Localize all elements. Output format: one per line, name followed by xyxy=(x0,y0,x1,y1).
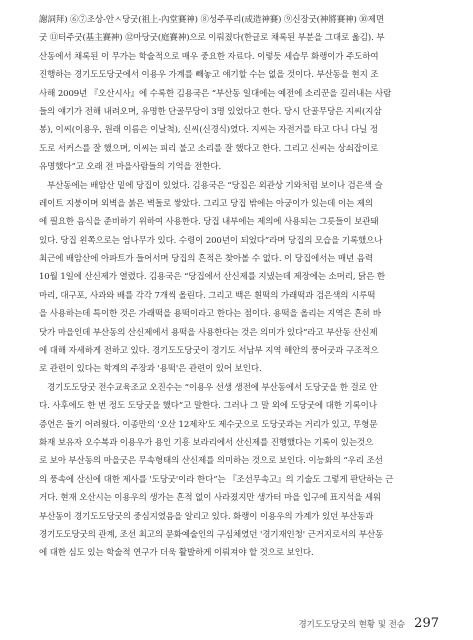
text-line: 경기도도당굿 전수교육조교 오진수는 “이용우 선생 생전에 부산동에서 도당굿을 한 걸로 안 xyxy=(47,382,378,393)
text-line: 증언은 들기 어려웠다. 이종만의 '오산 12제차'도 제수굿으로 도당굿과는 거리가 있고, 무형문 xyxy=(39,419,378,430)
paragraph xyxy=(39,177,441,379)
text-line: 을 사용하는데 특이한 것은 가래떡을 용떡이라고 한다는 점이다. 용떡을 올리는 지역은 흔히 바 xyxy=(39,309,382,320)
text-line: 진행하는 경기도도당굿에서 이용우 가계를 빼놓고 얘기할 수는 없을 것이다. 부산동을 현지 조 xyxy=(39,70,379,81)
text-line: 유명했다”고 오래 전 마을사람들의 기억을 전한다. xyxy=(39,162,222,173)
text-line: 다. 사후에도 한 번 정도 도당굿을 했다”고 말한다. 그러나 그 말 외에 도당굿에 대한 기록이나 xyxy=(39,401,377,412)
page-footer xyxy=(298,612,439,631)
text-line: 마리, 대구포, 사과와 배를 각각 7개씩 올린다. 그리고 백은 흰떡의 가래떡과 검은색의 시루떡 xyxy=(39,290,376,301)
text-line: 도로 서커스를 잘 했으며, 이씨는 피리 불고 소리를 잘 했다고 한다. 그리고 신씨는 상쇠잡이로 xyxy=(39,143,379,154)
text-line: 에 대해 자세하게 전하고 있다. 경기도도당굿이 경기도 서남부 지역 해안의 풍어굿과 구조적으 xyxy=(39,346,379,357)
text-line: 謝詞拜) ⑥⑦조상-안ㅅ당굿(祖上-內堂賽神) ⑧성주푸리(成造神賽) ⑨신장굿(神將賽神) ⑩제면 xyxy=(39,15,384,25)
text-line: 10월 1일에 산신제가 열렸다. 김용국은 “당집에서 산신제를 지냈는데 제장에는 소머리, 닭은 한 xyxy=(39,272,385,283)
text-line: 산동에서 채록된 이 무가는 학술적으로 매우 중요한 자료다. 이렇듯 세습무 화랭이가 주도하여 xyxy=(39,51,379,62)
text-line: 사해 2009년 『오산시사』에 수록한 김용국은 “부산동 일대에는 예전에 소리꾼을 길러내는 사람 xyxy=(39,88,392,99)
text-line: 에 필요한 음식을 준비하기 위하여 사용한다. 당집 내부에는 제의에 사용되는 그릇들이 보관돼 xyxy=(39,217,379,228)
text-line: 부산동에는 배암산 밑에 당집이 있었다. 김용국은 “당집은 외관상 기와처럼 보이나 검은색 슬 xyxy=(47,180,383,191)
text-line: 화재 보유자 오수복과 이용우가 용인 기흥 보라리에서 산신제를 진행했다는 기록이 있는것으 xyxy=(39,437,374,448)
text-line: 거다. 현재 오산시는 이용우의 생가는 흔적 없이 사라졌지만 생가터 마을 입구에 표지석을 세워 xyxy=(39,493,382,504)
body-text xyxy=(39,11,441,563)
running-title: 경기도도당굿의 현황 및 전승 xyxy=(298,620,406,630)
text-line: 의 풍속에 산신에 대한 제사를 '도당굿'이라 한다”는 『조선무속고』의 기술도 그렇게 판단하는 근 xyxy=(39,474,394,485)
text-line: 로 보아 부산동의 마을굿은 무속형태의 산신제를 의미하는 것으로 보인다. 이능화의 “우리 조선 xyxy=(39,456,383,467)
text-line: 최근에 배암산에 아파트가 들어서며 당집의 흔적은 찾아볼 수 없다. 이 당집에서는 매년 음력 xyxy=(39,254,373,265)
text-line: 들의 얘기가 전해 내려오며, 유명한 단골무당이 3명 있었다고 한다. 당시 단골무당은 지씨(지삼 xyxy=(39,106,382,117)
page-number: 297 xyxy=(414,616,439,631)
text-line: 닷가 마을인데 부산동의 산신제에서 용떡을 사용한다는 것은 의미가 있다”라고 부산동 산신제 xyxy=(39,327,378,338)
text-line: 굿 ⑪터주굿(基主賽神) ⑫마당굿(庭賽神)으로 이뤄졌다(한글로 채록된 부분을 그대로 옮김). 부 xyxy=(39,33,385,44)
text-line: 부산동이 경기도도당굿의 중심지였음을 알리고 있다. 화랭이 이용우의 가계가 있던 부산동과 xyxy=(39,511,374,522)
paragraph xyxy=(39,379,441,563)
paragraph xyxy=(39,11,441,177)
text-line: 에 대한 심도 있는 학술적 연구가 더욱 활발하게 이뤄져야 할 것으로 보인다. xyxy=(39,548,314,559)
text-line: 로 관련이 있다는 학계의 주장과 '용떡'은 관련이 있어 보인다. xyxy=(39,364,262,375)
text-line: 경기도도당굿의 관계, 조선 최고의 문화예술인의 구심체였던 '경기재인청' 근거지로서의 부산동 xyxy=(39,529,384,540)
text-line: 봉), 이씨(이용우, 원래 이름은 이날척), 신씨(신경식)였다. 지씨는 자전거를 타고 다니 다닐 정 xyxy=(39,125,378,136)
text-line: 레이트 지붕이며 외벽을 붉은 벽돌로 쌓았다. 그리고 당집 밖에는 아궁이가 있는데 이는 제의 xyxy=(39,198,373,209)
text-line: 있다. 당집 왼쪽으로는 엄나무가 있다. 수령이 200년이 되었다”라며 당집의 모습을 기록했으나 xyxy=(39,235,383,246)
